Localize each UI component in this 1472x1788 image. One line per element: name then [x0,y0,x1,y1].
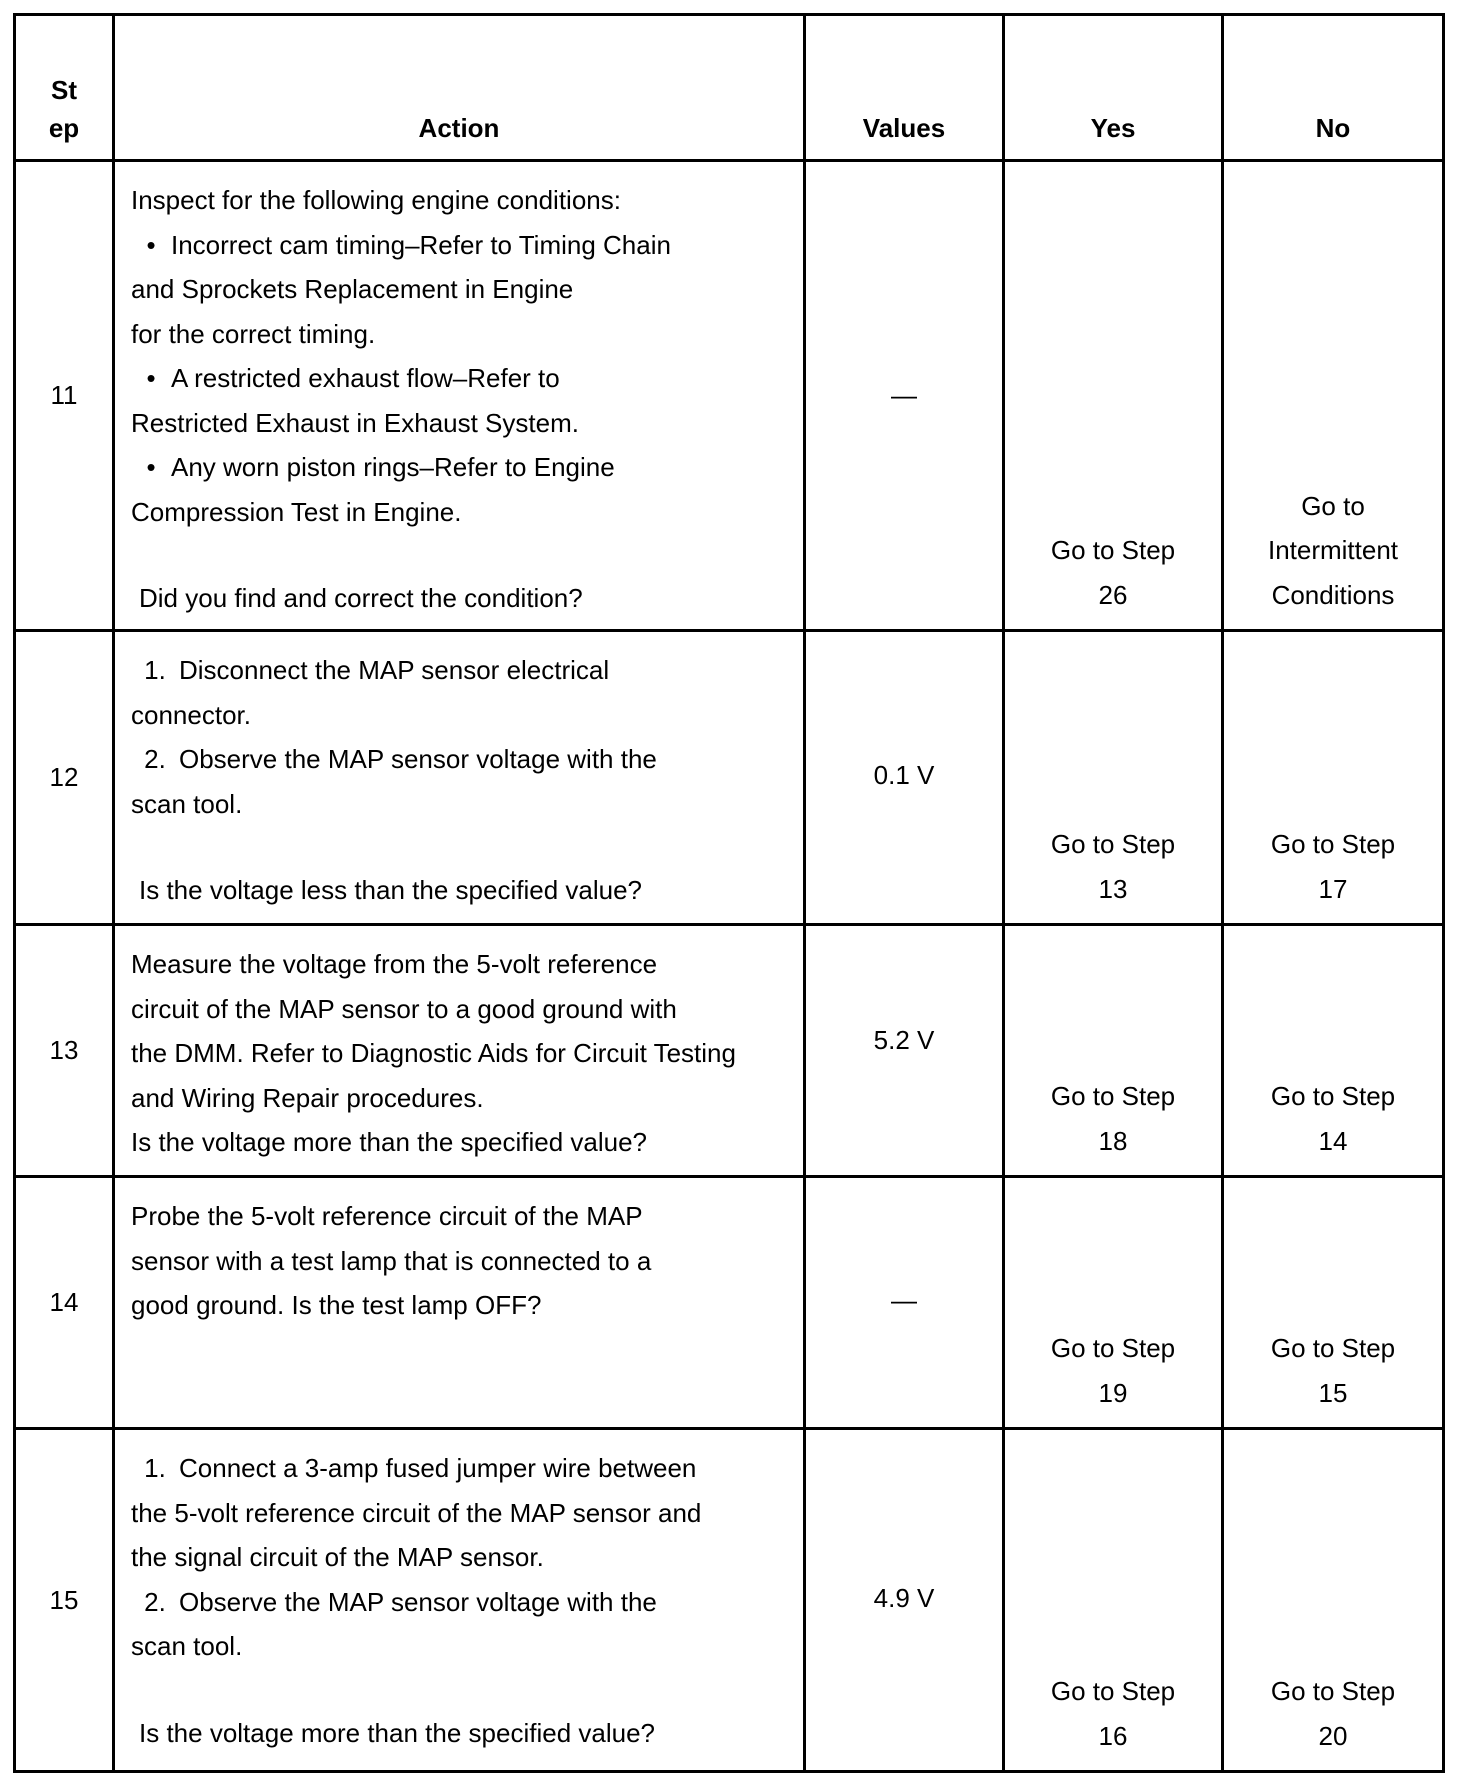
bullet-icon: • [146,229,156,260]
header-step-label: St ep [48,75,80,143]
step-12-label: 12 [49,762,79,793]
action-text: the signal circuit of the MAP sensor. [131,1542,544,1572]
header-no-label: No [1315,113,1351,143]
no-step: 15 [1318,1377,1348,1408]
yes-step: 18 [1098,1125,1128,1156]
action-text: Incorrect cam timing–Refer to Timing Chain [171,229,671,260]
action-cell [115,1178,803,1427]
no-link[interactable] [1268,484,1398,618]
step-11-label: 11 [50,380,78,411]
diagnostic-table [13,13,1445,1773]
action-text: the DMM. Refer to Diagnostic Aids for Circuit Testing [131,1038,736,1068]
item-number: 1. [144,1453,166,1483]
header-action-label: Action [418,113,500,143]
no-cell [1224,1430,1442,1770]
no-step: 14 [1318,1125,1348,1156]
header-values-label: Values [862,113,946,143]
step-14-label: 14 [49,1287,79,1318]
action-cell [115,926,803,1175]
no-step: 20 [1318,1720,1348,1751]
no-cell [1224,632,1442,923]
yes-cell [1005,926,1221,1175]
header-yes [1005,16,1221,159]
action-text: and Wiring Repair procedures. [131,1082,484,1113]
no-text: Go to Step [1270,829,1396,859]
action-text: scan tool. [131,788,243,819]
no-cell [1224,1178,1442,1427]
yes-text: Go to Step [1050,829,1176,859]
numbered-item [131,648,793,693]
yes-link[interactable] [1051,528,1175,617]
yes-step: 19 [1098,1377,1128,1408]
yes-cell [1005,162,1221,629]
action-text: and Sprockets Replacement in Engine [131,274,574,304]
yes-step: 16 [1098,1720,1128,1751]
header-no [1224,16,1442,159]
action-text: circuit of the MAP sensor to a good ground with [131,993,677,1024]
yes-link[interactable] [1051,1074,1175,1163]
yes-cell [1005,632,1221,923]
step-15-label: 15 [49,1584,79,1615]
no-text: Go to Step [1270,1081,1396,1111]
value-cell [806,1430,1002,1770]
action-text: for the correct timing. [131,318,376,349]
value-text: 0.1 V [873,760,935,791]
action-text: Probe the 5-volt reference circuit of the MAP [131,1201,643,1231]
spacer [131,826,793,868]
action-question: good ground. Is the test lamp OFF? [131,1290,542,1320]
action-text: sensor with a test lamp that is connected to a [131,1245,652,1276]
value-cell [806,1178,1002,1427]
action-text: scan tool. [131,1631,243,1661]
step-number [16,632,112,923]
spacer [131,534,793,576]
value-text: — [891,1285,917,1316]
item-number: 2. [144,744,166,774]
yes-text: Go to Step [1050,1081,1176,1111]
action-text: Connect a 3-amp fused jumper wire between [179,1453,697,1483]
numbered-item [131,1446,793,1491]
yes-text: Go to Step [1050,1676,1176,1706]
action-cell [115,632,803,923]
yes-text: Go to Step [1050,535,1176,565]
step-number [16,926,112,1175]
yes-link[interactable] [1051,1326,1175,1415]
no-text: Intermittent [1267,535,1399,565]
action-cell [115,162,803,629]
yes-step: 13 [1098,873,1128,904]
bullet-item [131,356,793,401]
action-text: Disconnect the MAP sensor electrical [179,655,610,685]
action-cell [115,1430,803,1770]
header-values [806,16,1002,159]
no-cell [1224,926,1442,1175]
yes-step: 26 [1098,579,1128,610]
action-question: Is the voltage more than the specified value? [131,1127,647,1157]
yes-link[interactable] [1051,822,1175,911]
yes-cell [1005,1178,1221,1427]
value-text: — [891,380,917,411]
action-text: Observe the MAP sensor voltage with the [179,744,657,774]
no-cell [1224,162,1442,629]
value-text: 4.9 V [873,1582,935,1613]
header-action [115,16,803,159]
item-number: 2. [144,1586,166,1617]
action-text: the 5-volt reference circuit of the MAP sensor and [131,1497,702,1528]
no-link[interactable] [1271,1074,1395,1163]
no-text: Go to Step [1270,1333,1396,1363]
action-text: Compression Test in Engine. [131,496,462,527]
header-yes-label: Yes [1090,113,1136,143]
header-step [16,16,112,159]
no-link[interactable] [1271,1326,1395,1415]
action-text: Measure the voltage from the 5-volt reference [131,949,658,979]
action-question: Is the voltage less than the specified value? [139,875,642,905]
bullet-icon: • [146,363,156,393]
step-number [16,1178,112,1427]
value-cell [806,162,1002,629]
bullet-item [131,223,793,268]
no-link[interactable] [1271,1669,1395,1758]
no-link[interactable] [1271,822,1395,911]
value-cell [806,632,1002,923]
action-text: A restricted exhaust flow–Refer to [171,363,560,393]
no-text: Go to [1301,490,1365,521]
step-number [16,162,112,629]
step-13-label: 13 [49,1035,79,1066]
action-text: Restricted Exhaust in Exhaust System. [131,407,579,438]
action-text: Inspect for the following engine conditions: [131,185,621,215]
numbered-item [131,737,793,782]
action-text: Observe the MAP sensor voltage with the [179,1586,657,1617]
step-number [16,1430,112,1770]
value-cell [806,926,1002,1175]
no-step: 17 [1318,873,1348,904]
bullet-item [131,445,793,490]
action-text: Any worn piston rings–Refer to Engine [171,452,615,482]
action-question: Is the voltage more than the specified value? [139,1717,655,1748]
no-text: Conditions [1271,579,1395,610]
bullet-icon: • [146,452,156,482]
yes-text: Go to Step [1050,1333,1176,1363]
spacer [131,1669,793,1711]
action-text: connector. [131,699,251,730]
value-text: 5.2 V [873,1025,935,1056]
yes-link[interactable] [1051,1669,1175,1758]
item-number: 1. [144,655,166,685]
action-question: Did you find and correct the condition? [139,583,583,613]
yes-cell [1005,1430,1221,1770]
numbered-item [131,1580,793,1625]
no-text: Go to Step [1270,1676,1396,1706]
